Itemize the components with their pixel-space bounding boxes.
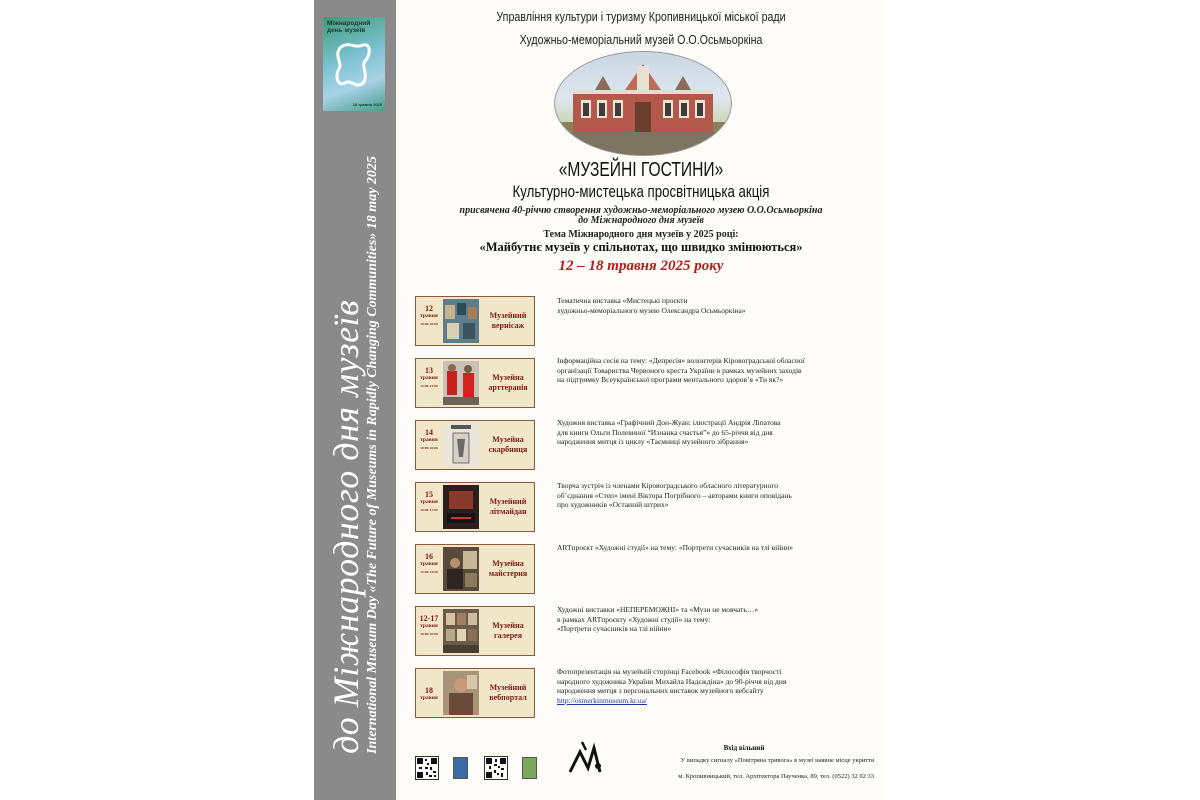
museum-day-logo <box>323 17 385 111</box>
exhibition-photo <box>443 299 479 343</box>
illustration-photo <box>443 423 479 467</box>
event-card: 16 травня 12:00-14:00 Музейна майстерня <box>415 544 535 594</box>
event-description: Художня виставка «Графічний Дон-Жуан: ілюстрації Андрія Ліпатова для книги Ольги Полевиної “Изнанка счастья”» до 65-річчя від дня народження митця із циклу «Таємниці музейного зібрання» <box>557 418 781 446</box>
logo-line2: день музеїв <box>327 27 366 34</box>
event-card: 18 травня Музейний вебпортал <box>415 668 535 718</box>
museum-monogram-icon <box>564 738 606 780</box>
air-raid-notice: У випадку сигналу «Повітряна тривога» в музеї наявне місце укриття <box>680 757 874 764</box>
event-description: Тематична виставка «Мистецькі проєкти художньо-меморіального музею Олександра Осьмьоркіна» <box>557 296 746 315</box>
blob-icon <box>333 39 373 89</box>
dedication-line1: присвячена 40-річчю створення художньо-меморіального музею О.О.Осьмьоркіна <box>459 205 823 216</box>
vertical-banner <box>327 156 381 754</box>
event-description: Інформаційна сесія на тему: «Депресія» волонтерів Кіровоградської обласної організації Товариства Червоного хреста України в рамках музейних заходів на підтримку Всеукраїнської програми ментального здоров’я «Ти як?» <box>557 356 805 384</box>
theme-label: Тема Міжнародного дня музеїв у 2025 році: <box>543 229 739 240</box>
event-poster <box>314 0 886 800</box>
qr-code[interactable] <box>484 756 508 780</box>
theme-quote: «Майбутнє музеїв у спільнотах, що швидко змінюються» <box>479 240 803 254</box>
gallery-photo <box>443 609 479 653</box>
event-description: ARTпроєкт «Художні студії» на тему: «Портрети сучасників на тлі війни» <box>557 543 794 552</box>
vertical-title: до Міжнародного дня музеїв <box>326 299 366 754</box>
card-date: 12 травня 10:00-16:00 <box>420 304 438 326</box>
event-card: 15 травня 16:00-17:00 Музейний літмайдан <box>415 482 535 532</box>
event-description: Фотопрезентація на музейній сторінці Facebook «Філософія творчості народного художника України Михайла Надєждіна» до 90-річчя від дня народження митця з персональних виставок музейного вебсайту http://osmerkinmuseum.kr.ua/ <box>557 667 787 705</box>
event-card: 14 травня 10:00-16:00 Музейна скарбниця <box>415 420 535 470</box>
booklet-thumbnail[interactable] <box>453 757 468 779</box>
museum-building-photo <box>554 51 732 156</box>
museum-website-link[interactable]: http://osmerkinmuseum.kr.ua/ <box>557 695 647 705</box>
booklet-thumbnail[interactable] <box>522 757 537 779</box>
sidebar <box>314 0 396 800</box>
free-entry: Вхід вільний <box>723 744 765 752</box>
event-title: «МУЗЕЙНІ ГОСТИНИ» <box>558 159 724 181</box>
dedication <box>396 206 886 226</box>
studio-photo <box>443 547 479 591</box>
event-description: Творча зустріч із членами Кіровоградського обласного літературного об’єднання «Степ» імені Віктора Погрібного – авторами книги оповідань про художників «Останній штрих» <box>557 481 792 509</box>
museum-name-line: Художньо-меморіальний музей О.О.Осьмьоркіна <box>519 32 763 47</box>
organizer-line: Управління культури і туризму Кропивницької міської ради <box>496 9 786 24</box>
event-description: Художні виставки «НЕПЕРЕМОЖНІ» та «Музи не мовчать…» в рамках ARTпроєкту «Художні студії» на тему: «Портрети сучасників на тлі війни» <box>557 605 759 633</box>
logo-line1: Міжнародний <box>327 20 371 27</box>
event-dates: 12 – 18 травня 2025 року <box>558 258 724 274</box>
dedication-line2: до Міжнародного дня музеїв <box>578 215 704 226</box>
event-card: 12 травня 10:00-16:00 Музейний вернісаж <box>415 296 535 346</box>
artist-portrait-photo <box>443 671 479 715</box>
museum-address: м. Кропивницький, тел. Архітектора Паученка, 89, тел. (0522) 32 02 33 <box>678 773 874 780</box>
event-subtitle: Культурно-мистецька просвітницька акція <box>512 182 770 201</box>
qr-code[interactable] <box>415 756 439 780</box>
logo-date: 18 травня 2025 <box>352 102 382 107</box>
book-cover-photo <box>443 485 479 529</box>
vertical-subtitle: International Museum Day «The Future of Museums in Rapidly Changing Communities» 18 may 2025 <box>365 156 380 754</box>
event-card: 12-17 травня 10:00-16:00 Музейна галерея <box>415 606 535 656</box>
volunteers-photo <box>443 361 479 405</box>
event-card: 13 травня 12:00-13:00 Музейна арттерапія <box>415 358 535 408</box>
